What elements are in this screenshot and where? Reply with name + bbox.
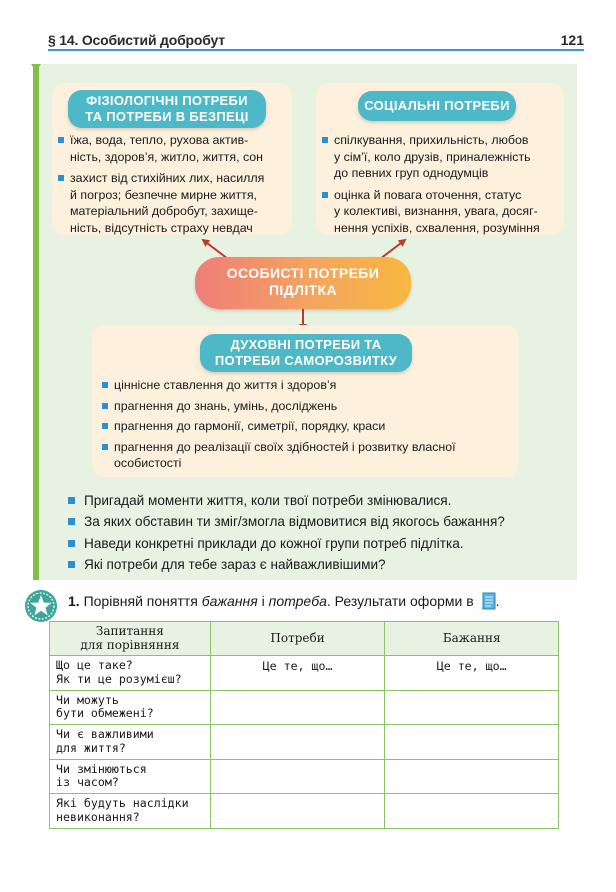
reflection-questions xyxy=(84,490,505,575)
table-row xyxy=(50,690,559,725)
social-item-line: нення успіхів, схвалення, розуміння xyxy=(334,220,540,235)
question-line: із часом? xyxy=(56,775,119,790)
spiritual-item-line: прагнення до знань, умінь, досліджень xyxy=(114,398,338,413)
row-question xyxy=(50,690,211,725)
needs-cell[interactable] xyxy=(210,759,385,794)
table-row xyxy=(50,794,559,829)
spiritual-needs-title xyxy=(200,334,412,372)
spiritual-item xyxy=(114,439,456,472)
physiological-item-line: захист від стихійних лих, насилля xyxy=(70,171,265,185)
question-line: Чи можуть xyxy=(56,692,119,707)
row-question xyxy=(50,656,211,691)
social-item xyxy=(334,132,540,182)
question-line: бути обмежені? xyxy=(56,706,154,721)
social-item-line: у колективі, визнання, увага, досяг- xyxy=(334,204,538,218)
title-line: ФІЗІОЛОГІЧНІ ПОТРЕБИ xyxy=(86,93,248,108)
teen-personal-needs-center xyxy=(195,257,411,309)
header-line: для порівняння xyxy=(80,637,180,652)
term-need: потреба xyxy=(268,593,327,609)
spiritual-item-line: прагнення до реалізації своїх здібностей і розвитку власної xyxy=(114,439,456,454)
physiological-item-line: матеріальний добробут, захище- xyxy=(70,204,258,218)
question-line: Які будуть наслідки xyxy=(56,796,189,811)
needs-cell[interactable] xyxy=(210,725,385,760)
spiritual-item xyxy=(114,418,456,435)
needs-cell[interactable] xyxy=(210,794,385,829)
spiritual-item-line: особистості xyxy=(114,456,182,470)
physiological-item-line: їжа, вода, тепло, рухова актив- xyxy=(70,133,249,147)
social-item-line: оцінка й повага оточення, статус xyxy=(334,187,522,202)
wishes-cell[interactable] xyxy=(385,794,559,829)
question-line: Як ти це розумієш? xyxy=(56,671,182,686)
social-item-line: у сім’ї, коло друзів, приналежність xyxy=(334,149,531,164)
physiological-item-line: ність, здоров’я, житло, життя, сон xyxy=(70,149,264,164)
task-text: і xyxy=(257,593,269,609)
physiological-item xyxy=(70,170,264,236)
task-instruction xyxy=(68,592,499,610)
header-questions xyxy=(50,622,211,656)
physiological-item-line: й погроз; безпечне мирне життя, xyxy=(70,187,257,202)
table-header-row xyxy=(50,622,559,656)
notebook-icon xyxy=(482,592,496,610)
question-line: Чи змінюються xyxy=(56,761,147,776)
question-item: Пригадай моменти життя, коли твої потреби змінювалися. xyxy=(84,490,505,511)
needs-cell[interactable] xyxy=(210,690,385,725)
center-line: ОСОБИСТІ ПОТРЕБИ xyxy=(226,265,380,281)
physiological-item-line: ність, відсутність страху невдач xyxy=(70,220,253,235)
wishes-cell[interactable]: Це те, що… xyxy=(385,656,559,691)
task-text: . xyxy=(495,593,500,609)
wishes-cell[interactable] xyxy=(385,759,559,794)
spiritual-item-line: прагнення до гармонії, симетрії, порядку, краси xyxy=(114,419,386,433)
physiological-needs-title xyxy=(68,90,266,128)
table-row xyxy=(50,656,559,691)
question-line: невиконання? xyxy=(56,809,140,824)
row-question xyxy=(50,759,211,794)
page-number: 121 xyxy=(560,32,584,48)
term-wish: бажання xyxy=(201,593,258,609)
social-item-line: до певних груп однодумців xyxy=(334,166,489,180)
spiritual-item-line: ціннісне ставлення до життя і здоров’я xyxy=(114,378,337,392)
title-line: ПОТРЕБИ САМОРОЗВИТКУ xyxy=(214,353,398,368)
section-title: § 14. Особистий добробут xyxy=(48,32,225,48)
table-row xyxy=(50,759,559,794)
social-item xyxy=(334,187,540,237)
table-row xyxy=(50,725,559,760)
row-question xyxy=(50,794,211,829)
task-text: Порівняй поняття xyxy=(83,593,202,609)
question-line: для життя? xyxy=(56,740,126,755)
row-question xyxy=(50,725,211,760)
wishes-cell[interactable] xyxy=(385,725,559,760)
social-needs-title xyxy=(358,91,516,121)
question-line: Чи є важливими xyxy=(56,727,154,742)
title-line: СОЦІАЛЬНІ ПОТРЕБИ xyxy=(364,98,510,113)
social-item-line: спілкування, прихильність, любов xyxy=(334,133,529,147)
comparison-table xyxy=(49,621,559,829)
star-task-icon xyxy=(24,589,58,623)
task-text: . Результати оформи в xyxy=(326,593,474,609)
question-line: Що це таке? xyxy=(56,658,133,673)
spiritual-item xyxy=(114,398,456,415)
header-wishes: Бажання xyxy=(385,622,559,656)
question-item: За яких обставин ти зміг/змогла відмовитися від якогось бажання? xyxy=(84,511,505,532)
header-needs: Потреби xyxy=(210,622,385,656)
spiritual-item xyxy=(114,377,456,394)
wishes-cell[interactable] xyxy=(385,690,559,725)
header-line: Запитання xyxy=(95,624,164,638)
center-line: ПІДЛІТКА xyxy=(268,282,338,298)
task-number: 1. xyxy=(68,593,80,609)
question-item: Наведи конкретні приклади до кожної групи потреб підлітка. xyxy=(84,533,505,554)
needs-cell[interactable]: Це те, що… xyxy=(210,656,385,691)
question-item: Які потреби для тебе зараз є найважливішими? xyxy=(84,554,505,575)
physiological-item xyxy=(70,132,264,165)
title-line: ДУХОВНІ ПОТРЕБИ ТА xyxy=(230,337,382,352)
title-line: ТА ПОТРЕБИ В БЕЗПЕЦІ xyxy=(85,109,249,124)
